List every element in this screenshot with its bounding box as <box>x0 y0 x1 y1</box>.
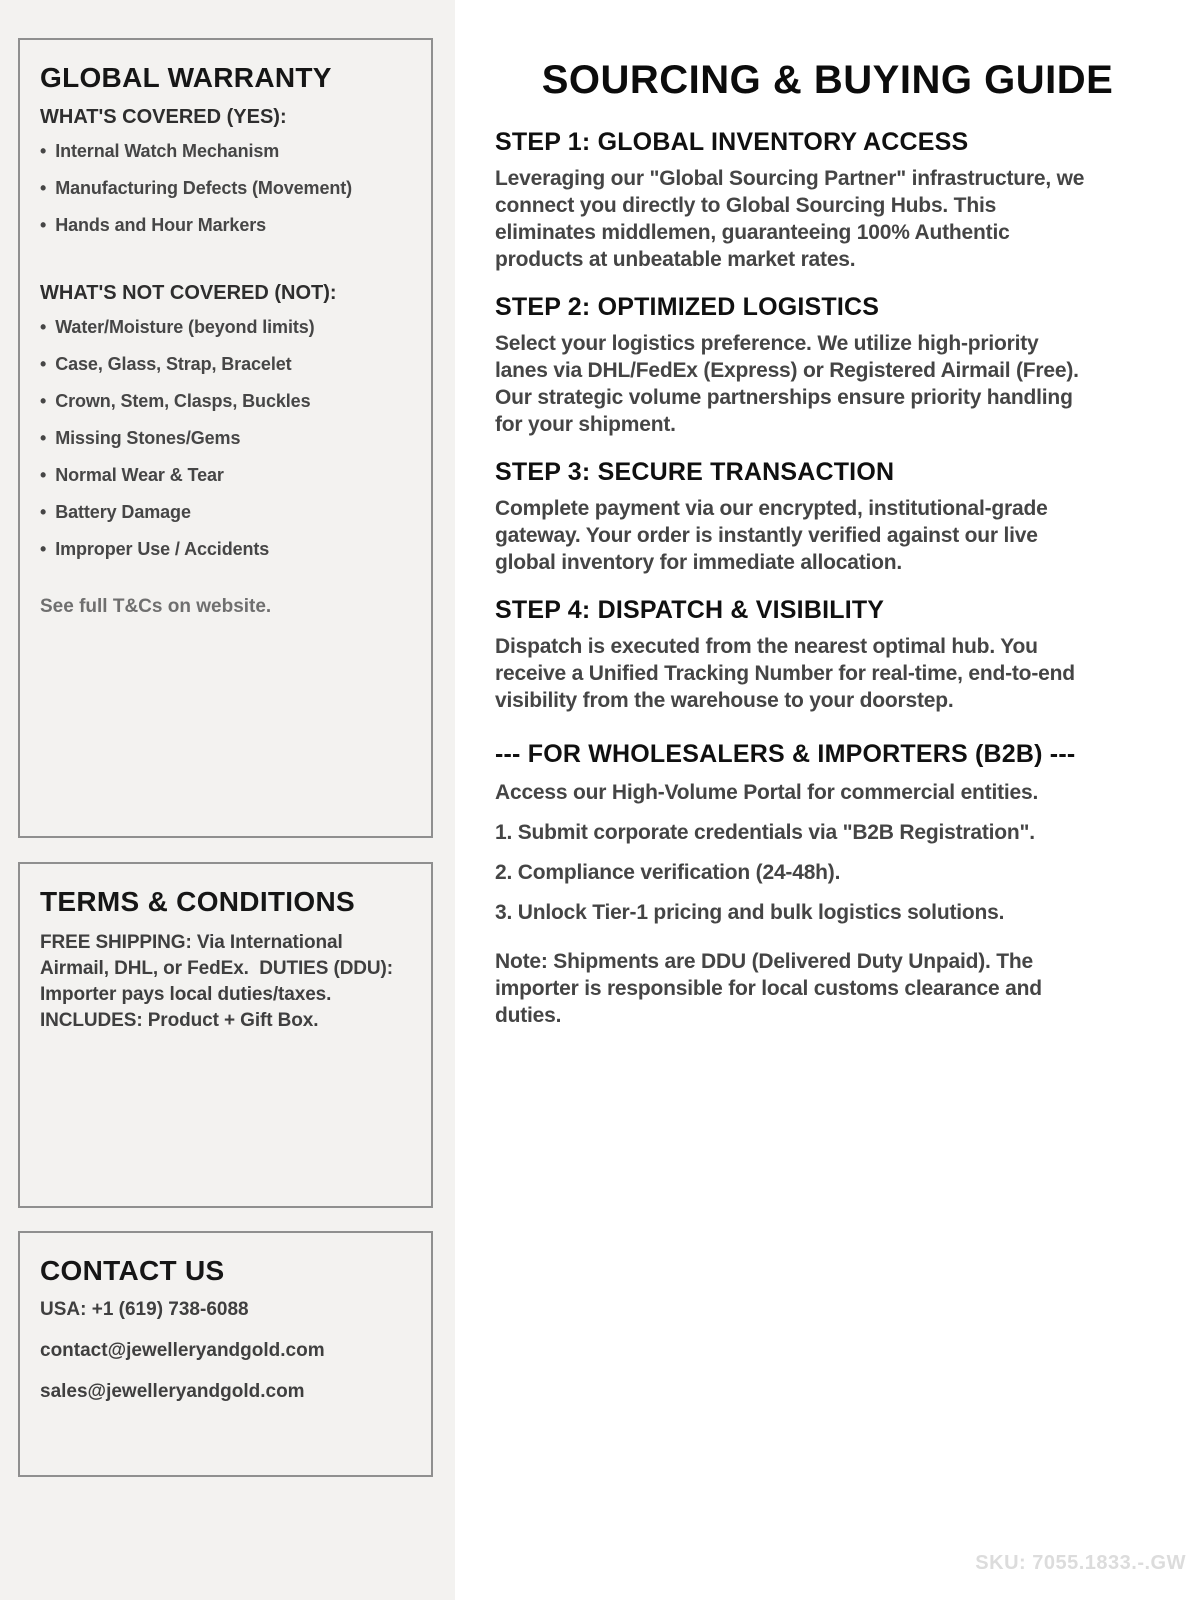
step-3-body: Complete payment via our encrypted, institutional-grade gateway. Your order is instantly verified against our live global inventory for immediate allocation. <box>495 497 1048 574</box>
warranty-not-covered-title: WHAT'S NOT COVERED (NOT): <box>40 282 337 304</box>
step-2-body: Select your logistics preference. We utilize high-priority lanes via DHL/FedEx (Express) or Registered Airmail (Free). Our strategic volume partnerships ensure priority handling for your shipment. <box>495 332 1079 436</box>
list-item: • Battery Damage <box>40 494 411 531</box>
list-item: • Hands and Hour Markers <box>40 207 411 244</box>
guide-content <box>495 128 1095 1042</box>
list-item: • Improper Use / Accidents <box>40 531 411 568</box>
step-1-heading: STEP 1: GLOBAL INVENTORY ACCESS <box>495 128 969 156</box>
warranty-covered-list <box>40 133 411 244</box>
step-4-body: Dispatch is executed from the nearest optimal hub. You receive a Unified Tracking Number for real-time, end-to-end visibility from the warehouse to your doorstep. <box>495 635 1075 712</box>
step-4-heading: STEP 4: DISPATCH & VISIBILITY <box>495 596 885 624</box>
list-item: • Normal Wear & Tear <box>40 457 411 494</box>
b2b-item-1: 1. Submit corporate credentials via "B2B Registration". <box>495 821 1035 844</box>
b2b-note: Note: Shipments are DDU (Delivered Duty Unpaid). The importer is responsible for local customs clearance and duties. <box>495 950 1042 1027</box>
contact-phone: USA: +1 (619) 738-6088 <box>40 1299 249 1320</box>
page-title: SOURCING & BUYING GUIDE <box>541 58 1114 102</box>
list-item: • Case, Glass, Strap, Bracelet <box>40 346 411 383</box>
b2b-intro: Access our High-Volume Portal for commercial entities. <box>495 781 1039 804</box>
warranty-not-covered-list <box>40 309 411 568</box>
sidebar <box>0 0 455 1600</box>
list-item: • Crown, Stem, Clasps, Buckles <box>40 383 411 420</box>
b2b-item-3: 3. Unlock Tier-1 pricing and bulk logistics solutions. <box>495 901 1005 924</box>
warranty-footnote: See full T&Cs on website. <box>40 596 272 617</box>
list-item: • Water/Moisture (beyond limits) <box>40 309 411 346</box>
terms-title: TERMS & CONDITIONS <box>40 886 355 917</box>
contact-us-box <box>18 1231 433 1477</box>
global-warranty-box <box>18 38 433 838</box>
main-guide <box>455 0 1200 1600</box>
step-2-heading: STEP 2: OPTIMIZED LOGISTICS <box>495 293 880 321</box>
contact-title: CONTACT US <box>40 1255 225 1286</box>
terms-body: FREE SHIPPING: Via International Airmail, DHL, or FedEx. DUTIES (DDU): Importer pays local duties/taxes. INCLUDES: Product + Gift Box. <box>40 932 399 1031</box>
b2b-item-2: 2. Compliance verification (24-48h). <box>495 861 841 884</box>
step-3-heading: STEP 3: SECURE TRANSACTION <box>495 458 895 486</box>
warranty-title: GLOBAL WARRANTY <box>40 62 332 93</box>
terms-conditions-box <box>18 862 433 1208</box>
warranty-covered-title: WHAT'S COVERED (YES): <box>40 106 287 128</box>
contact-email-sales: sales@jewelleryandgold.com <box>40 1381 305 1402</box>
sku-label: SKU: 7055.1833.-.GW <box>975 1552 1186 1574</box>
b2b-heading: --- FOR WHOLESALERS & IMPORTERS (B2B) --- <box>495 740 1076 768</box>
list-item: • Manufacturing Defects (Movement) <box>40 170 411 207</box>
list-item: • Missing Stones/Gems <box>40 420 411 457</box>
list-item: • Internal Watch Mechanism <box>40 133 411 170</box>
contact-email-primary: contact@jewelleryandgold.com <box>40 1340 325 1361</box>
step-1-body: Leveraging our "Global Sourcing Partner" infrastructure, we connect you directly to Global Sourcing Hubs. This eliminates middlemen, guaranteeing 100% Authentic products at unbeatable market rates. <box>495 167 1085 271</box>
